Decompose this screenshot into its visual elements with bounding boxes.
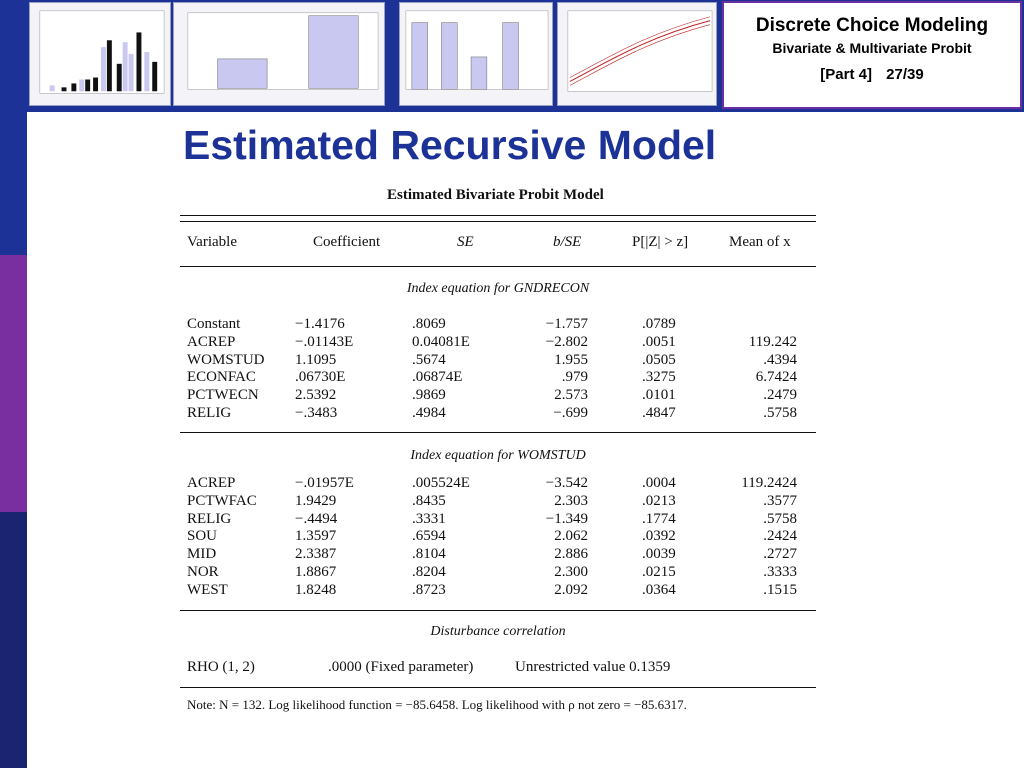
table-rule <box>180 266 816 267</box>
cell-coefficient: −.3483 <box>295 405 338 421</box>
cell-bse: 1.955 <box>554 351 588 368</box>
cell-bse: 2.062 <box>554 528 588 545</box>
part-label: [Part 4] <box>820 66 872 83</box>
cell-p: .0051 <box>642 333 676 350</box>
cell-bse: 2.092 <box>554 581 588 598</box>
table-row <box>180 493 820 511</box>
rho-value: .0000 (Fixed parameter) <box>328 659 474 675</box>
cell-variable: RELIG <box>187 510 232 527</box>
cell-p: .0505 <box>642 351 676 368</box>
cell-p: .3275 <box>642 369 676 386</box>
cell-mean: .5758 <box>763 510 797 527</box>
page-title: Estimated Recursive Model <box>183 122 717 168</box>
table-rule <box>180 432 816 433</box>
slide-title-box <box>722 1 1022 109</box>
cell-coefficient: 1.8248 <box>295 581 337 598</box>
cell-coefficient: 1.1095 <box>295 351 337 368</box>
cell-coefficient: −.01957E <box>295 475 354 491</box>
cell-p: .4847 <box>642 405 676 421</box>
cell-bse: 2.300 <box>554 564 588 580</box>
header-p: P[|Z| > z] <box>632 234 689 250</box>
header-bse: b/SE <box>553 234 582 250</box>
cell-bse: 2.573 <box>554 387 588 404</box>
thumbnail-line-chart <box>557 2 717 106</box>
thumbnail-bar-chart <box>173 2 385 106</box>
cell-se: .4984 <box>412 405 446 421</box>
table-note: Note: N = 132. Log likelihood function = −85.6458. Log likelihood with ρ not zero = −85.6317. <box>187 697 687 712</box>
cell-se: .3331 <box>412 510 446 527</box>
cell-p: .0789 <box>642 316 676 332</box>
cell-coefficient: 2.5392 <box>295 387 337 404</box>
cell-mean: .3577 <box>763 492 797 509</box>
table-row <box>180 405 820 423</box>
header-variable: Variable <box>187 234 237 250</box>
cell-se: 0.04081E <box>412 333 470 350</box>
cell-se: .8104 <box>412 546 446 563</box>
cell-mean: .1515 <box>763 581 797 598</box>
table-rule <box>180 610 816 611</box>
table-row <box>180 564 820 582</box>
cell-mean: .3333 <box>763 564 797 580</box>
cell-variable: PCTWFAC <box>187 492 257 509</box>
cell-mean: 6.7424 <box>755 369 797 386</box>
cell-variable: PCTWECN <box>187 387 259 404</box>
course-subtitle: Bivariate & Multivariate Probit <box>772 40 972 56</box>
cell-coefficient: −.4494 <box>295 510 338 527</box>
table-row <box>180 511 820 529</box>
cell-p: .0215 <box>642 564 676 580</box>
cell-coefficient: .06730E <box>295 369 346 386</box>
cell-p: .0213 <box>642 492 676 509</box>
section-label-correlation: Disturbance correlation <box>430 624 566 639</box>
cell-bse: 2.303 <box>554 492 588 509</box>
table-row <box>180 546 820 564</box>
cell-se: .8723 <box>412 581 446 598</box>
cell-coefficient: 2.3387 <box>295 546 337 563</box>
table-row <box>180 475 820 493</box>
cell-bse: .979 <box>561 369 588 386</box>
cell-variable: ECONFAC <box>187 369 256 386</box>
cell-coefficient: 1.3597 <box>295 528 337 545</box>
cell-coefficient: −1.4176 <box>295 316 345 332</box>
header-coefficient: Coefficient <box>313 234 381 250</box>
course-title: Discrete Choice Modeling <box>755 15 989 36</box>
table-rule <box>180 687 816 688</box>
cell-variable: WEST <box>187 581 228 598</box>
header-mean: Mean of x <box>729 234 791 250</box>
section-label-gndrecon: Index equation for GNDRECON <box>406 281 590 296</box>
side-stripe-top <box>0 0 27 255</box>
cell-se: .06874E <box>412 369 463 386</box>
cell-variable: SOU <box>187 528 218 545</box>
cell-p: .0364 <box>642 581 676 598</box>
cell-coefficient: 1.8867 <box>295 564 337 580</box>
cell-variable: MID <box>187 546 217 563</box>
cell-mean: .2479 <box>763 387 797 404</box>
thumbnail-histogram <box>29 2 171 106</box>
cell-se: .8435 <box>412 492 446 509</box>
cell-bse: −1.757 <box>545 316 588 332</box>
cell-mean: .5758 <box>763 405 797 421</box>
section-label-womstud: Index equation for WOMSTUD <box>410 448 586 463</box>
cell-p: .0101 <box>642 387 676 404</box>
cell-p: .0004 <box>642 475 676 491</box>
cell-variable: WOMSTUD <box>187 351 265 368</box>
cell-mean: .4394 <box>763 351 797 368</box>
cell-variable: ACREP <box>187 333 236 350</box>
cell-p: .0392 <box>642 528 676 545</box>
cell-p: .1774 <box>642 510 676 527</box>
side-stripe-middle <box>0 255 27 512</box>
cell-bse: −.699 <box>553 405 588 421</box>
cell-coefficient: −.01143E <box>295 333 354 350</box>
cell-variable: RELIG <box>187 405 232 421</box>
table-rule <box>180 215 816 216</box>
table-row <box>180 369 820 387</box>
cell-se: .005524E <box>412 475 470 491</box>
table-row <box>180 316 820 334</box>
header-se: SE <box>457 234 474 250</box>
cell-mean: 119.242 <box>748 333 797 350</box>
cell-se: .8069 <box>412 316 446 332</box>
cell-mean: .2727 <box>763 546 797 563</box>
cell-bse: −1.349 <box>545 510 588 527</box>
cell-se: .5674 <box>412 351 446 368</box>
cell-coefficient: 1.9429 <box>295 492 337 509</box>
cell-mean: .2424 <box>763 528 797 545</box>
rho-name: RHO (1, 2) <box>187 659 255 675</box>
cell-variable: NOR <box>187 564 219 580</box>
cell-bse: −2.802 <box>545 333 588 350</box>
cell-variable: ACREP <box>187 475 236 491</box>
page-counter: 27/39 <box>886 66 924 83</box>
thumbnail-column-chart <box>399 2 553 106</box>
cell-bse: −3.542 <box>545 475 588 491</box>
table-row <box>180 582 820 600</box>
side-stripe-bottom <box>0 512 27 768</box>
cell-se: .9869 <box>412 387 446 404</box>
cell-mean: 119.2424 <box>741 475 797 491</box>
table-rule <box>180 221 816 222</box>
cell-bse: 2.886 <box>554 546 588 563</box>
table-row <box>180 387 820 405</box>
table-row <box>180 334 820 352</box>
table-row <box>180 352 820 370</box>
cell-se: .8204 <box>412 564 446 580</box>
table-caption: Estimated Bivariate Probit Model <box>387 187 604 203</box>
cell-se: .6594 <box>412 528 446 545</box>
slide-number <box>724 66 1020 83</box>
cell-p: .0039 <box>642 546 676 563</box>
table-row <box>180 528 820 546</box>
cell-variable: Constant <box>187 316 241 332</box>
rho-unrestricted: Unrestricted value 0.1359 <box>515 659 671 675</box>
